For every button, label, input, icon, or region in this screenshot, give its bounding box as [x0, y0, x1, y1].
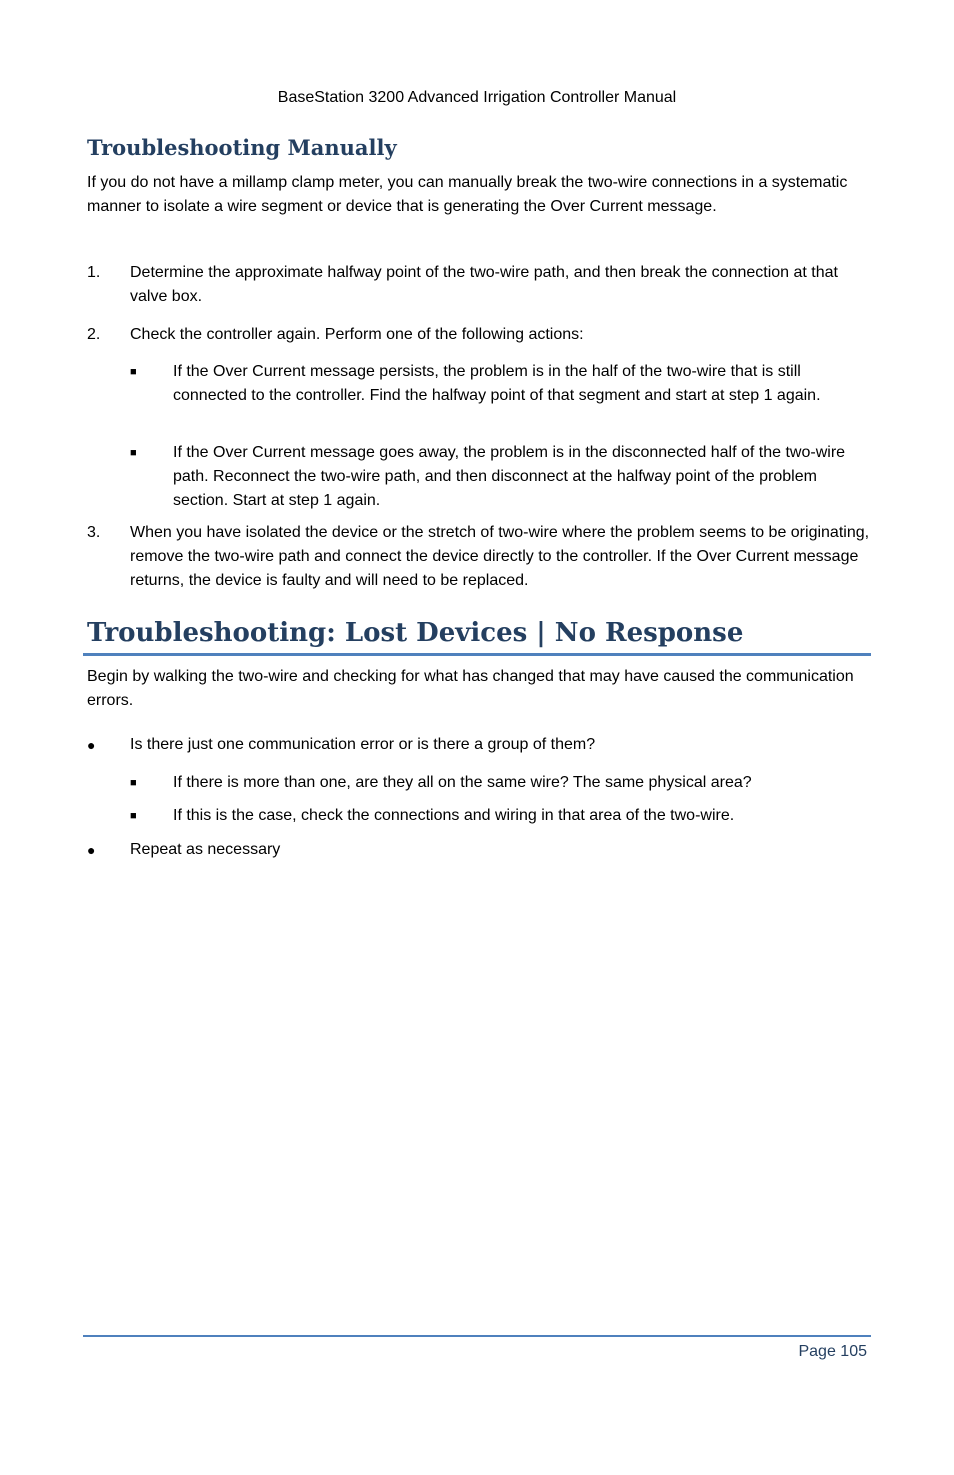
square-bullet-icon: ■ [130, 447, 137, 459]
step-number: 3. [87, 524, 101, 541]
square-bullet-icon: ■ [130, 810, 137, 822]
footer-divider [83, 1335, 871, 1337]
step-text: When you have isolated the device or the stretch of two-wire where the problem seems to be originating, remove the two-wire path and connect the device directly to the controller. If the Over Current message returns, the device is faulty and will need to be replaced. [130, 524, 870, 589]
step-number: 1. [87, 264, 101, 281]
section-heading-lost-devices: Troubleshooting: Lost Devices | No Response [87, 618, 744, 648]
disc-bullet-icon: ● [87, 842, 96, 858]
sub-step-text: If the Over Current message persists, the problem is in the half of the two-wire that is still connected to the controller. Find the halfway point of that segment and start at step 1 again. [173, 363, 821, 404]
step-number: 2. [87, 326, 101, 343]
lost-devices-intro: Begin by walking the two-wire and checking for what has changed that may have caused the communication errors. [87, 668, 854, 709]
sub-bullet-text: If this is the case, check the connections and wiring in that area of the two-wire. [173, 807, 735, 824]
disc-bullet-icon: ● [87, 737, 96, 753]
step-text: Determine the approximate halfway point of the two-wire path, and then break the connection at that valve box. [130, 264, 838, 305]
square-bullet-icon: ■ [130, 777, 137, 789]
step-text: Check the controller again. Perform one of the following actions: [130, 326, 584, 343]
bullet-text: Repeat as necessary [130, 841, 281, 858]
intro-paragraph: If you do not have a millamp clamp meter, you can manually break the two-wire connections in a systematic manner to isolate a wire segment or device that is generating the Over Current message. [87, 174, 848, 215]
sub-step-text: If the Over Current message goes away, the problem is in the disconnected half of the two-wire path. Reconnect the two-wire path, and then disconnect at the halfway point of the problem section. Start at step 1 again. [173, 444, 846, 509]
section-heading-troubleshooting-manually: Troubleshooting Manually [87, 135, 397, 160]
heading-divider [83, 653, 871, 656]
sub-bullet-text: If there is more than one, are they all on the same wire? The same physical area? [173, 774, 752, 791]
bullet-text: Is there just one communication error or is there a group of them? [130, 736, 596, 753]
square-bullet-icon: ■ [130, 366, 137, 378]
running-header: BaseStation 3200 Advanced Irrigation Controller Manual [277, 89, 677, 106]
page-number: Page 105 [798, 1343, 867, 1360]
